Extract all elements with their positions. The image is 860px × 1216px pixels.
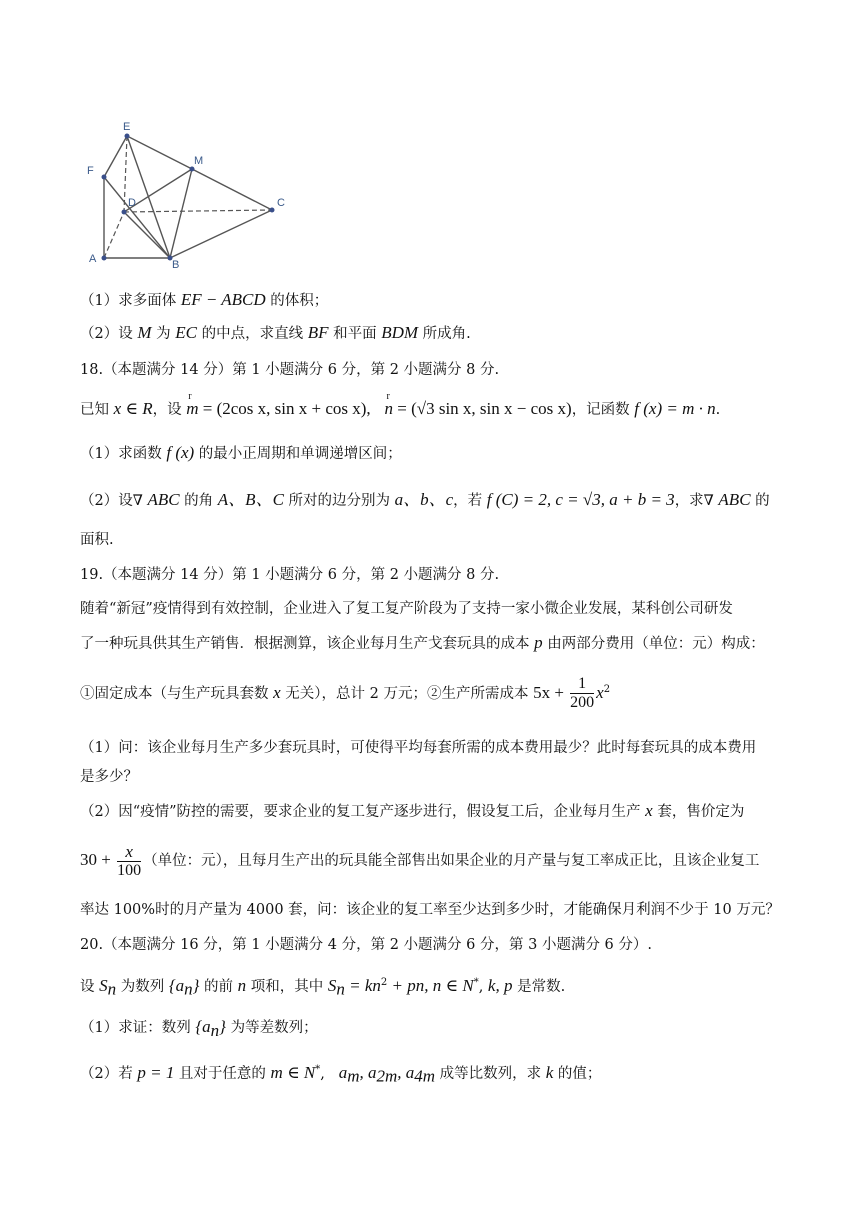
- q19-cost: ①固定成本（与生产玩具套数 x 无关），总计 2 万元；②生产所需成本 5x + $\frac{1}{200}$ $x^2$: [80, 675, 611, 712]
- q18-part2: （2）设∇ ABC 的角 A、B、C 所对的边分别为 a、b、c，若 f (C) = 2, c = √3, a + b = 3，求∇ ABC 的: [80, 490, 770, 509]
- q19-part2-b: 30 + $\frac{x}{100}$ （单位：元），且每月生产出的玩具能全部售出如果企业的月产量与复工率成正比，且该企业复工: [80, 841, 760, 879]
- point-m: [190, 167, 195, 172]
- q20-header: 20.（本题满分 16 分，第 1 小题满分 4 分，第 2 小题满分 6 分，第 3 小题满分 6 分）.: [80, 937, 652, 953]
- label-e: E: [123, 121, 131, 133]
- label-b: B: [172, 259, 180, 271]
- q19-intro-2: 了一种玩具供其生产销售．根据测算，该企业每月生产戈套玩具的成本 p 由两部分费用（单位：元）构成：: [80, 633, 765, 652]
- q18-part2-cont: 面积.: [80, 532, 114, 548]
- point-c: [270, 208, 275, 213]
- polyhedron-figure: [82, 116, 292, 276]
- q19-intro-1: 随着“新冠”疫情得到有效控制，企业进入了复工复产阶段为了支持一家小微企业发展，某科创公司研发: [80, 601, 733, 617]
- q19-header: 19.（本题满分 14 分）第 1 小题满分 6 分，第 2 小题满分 8 分.: [80, 567, 500, 583]
- label-d: D: [128, 197, 136, 209]
- q19-part1-a: （1）问：该企业每月生产多少套玩具时，可使得平均每套所需的成本费用最少？此时每套玩具的成本费用: [80, 740, 757, 756]
- q18-header: 18.（本题满分 14 分）第 1 小题满分 6 分，第 2 小题满分 8 分.: [80, 362, 500, 378]
- q18-given: 已知 x ∈ R，设 r m = (2cos x, sin x + cos x), r n = (√3 sin x, sin x − cos x)，记函数 f (x) = m · n.: [80, 391, 721, 418]
- q20-part2: （2）若 p = 1 且对于任意的 m ∈ N*, $a_m$, $a_{2m}$, $a_{4m}$ 成等比数列，求 k 的值；: [80, 1062, 602, 1086]
- label-a: A: [89, 253, 97, 265]
- q20-part1: （1）求证：数列 $\{a_n\}$ 为等差数列；: [80, 1017, 318, 1040]
- label-f: F: [87, 165, 94, 177]
- label-c: C: [277, 197, 285, 209]
- q17-part1: （1）求多面体 EF − ABCD 的体积；: [80, 290, 329, 309]
- q19-part1-b: 是多少？: [80, 769, 138, 785]
- label-m: M: [194, 155, 204, 167]
- q20-definition: 设 $S_n$ 为数列 $\{a_n\}$ 的前 n 项和，其中 $S_n = kn^2$ + pn, n ∈ N*, k, p 是常数.: [80, 975, 566, 999]
- q17-part2: （2）设 M 为 EC 的中点，求直线 BF 和平面 BDM 所成角.: [80, 323, 471, 342]
- q19-part2-c: 率达 100%时的月产量为 4000 套，问：该企业的复工率至少达到多少时，才能确保月利润不少于 10 万元？: [80, 902, 780, 918]
- point-f: [102, 175, 107, 180]
- point-a: [102, 256, 107, 261]
- fraction-1-over-200: $\frac{1}{200}$: [570, 675, 595, 712]
- point-e: [125, 134, 130, 139]
- q19-part2-a: （2）因“疫情”防控的需要，要求企业的复工复产逐步进行，假设复工后，企业每月生产 x 套，售价定为: [80, 801, 745, 820]
- fraction-x-over-100: $\frac{x}{100}$: [117, 841, 142, 879]
- point-d: [122, 210, 127, 215]
- q18-part1: （1）求函数 f (x) 的最小正周期和单调递增区间；: [80, 443, 402, 462]
